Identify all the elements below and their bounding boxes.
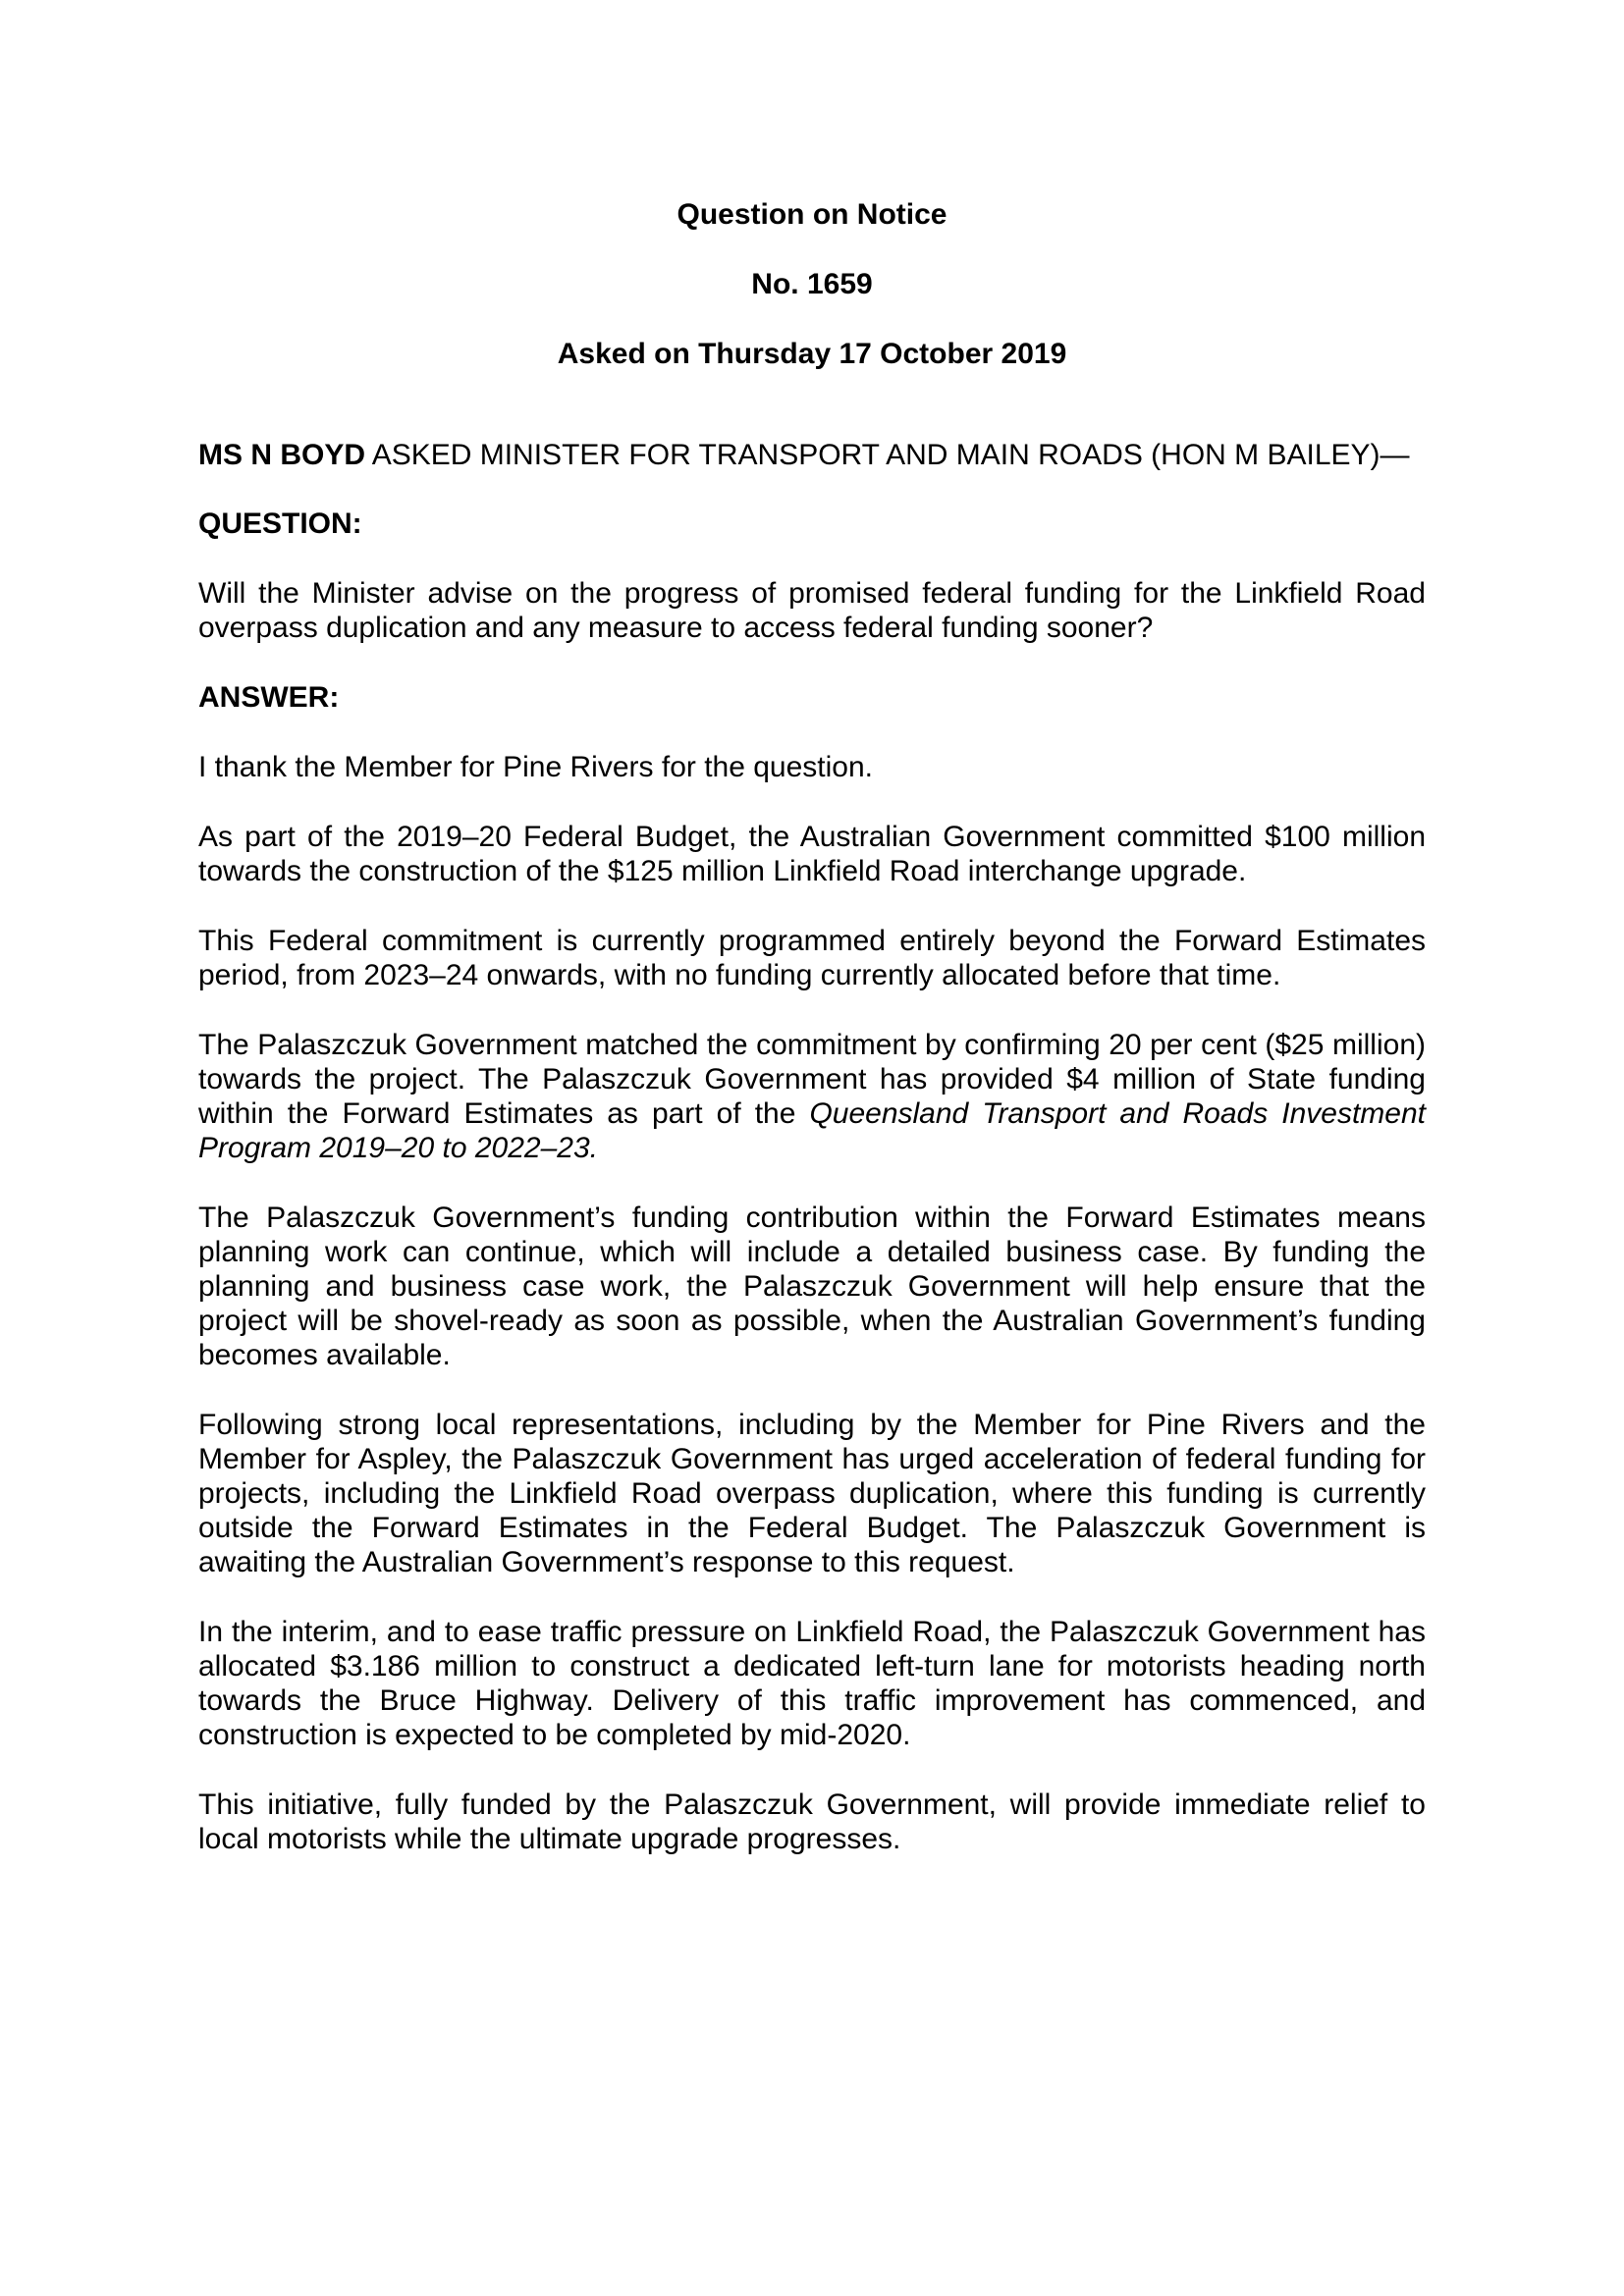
asked-date: Asked on Thursday 17 October 2019 <box>557 338 1067 370</box>
question-text: Will the Minister advise on the progress of promised federal funding for the Linkfield Road overpass duplication and any measure to access federal funding sooner? <box>198 577 1426 644</box>
answer-paragraph-7: In the interim, and to ease traffic pressure on Linkfield Road, the Palaszczuk Government has allocated $3.186 million to construct a dedicated left-turn lane for motorists heading north towards the Bruce Highway. Delivery of this traffic improvement has commenced, and construction is expected to be completed by mid-2020. <box>198 1616 1426 1751</box>
document-title: Question on Notice <box>677 198 947 231</box>
asker-name: MS N BOYD <box>198 439 366 471</box>
answer-paragraph-4 <box>198 1028 1426 1165</box>
answer-paragraph-4-text: The Palaszczuk Government matched the commitment by confirming 20 per cent ($25 million) towards the project. The Palaszczuk Government has provided $4 million of State funding within the Forward Estimates as part of the <box>198 1029 1426 1130</box>
answer-paragraph-3: This Federal commitment is currently programmed entirely beyond the Forward Estimates period, from 2023–24 onwards, with no funding currently allocated before that time. <box>198 925 1426 991</box>
answer-paragraph-5: The Palaszczuk Government’s funding contribution within the Forward Estimates means planning work can continue, which will include a detailed business case. By funding the planning and business case work, the Palaszczuk Government will help ensure that the project will be shovel-ready as soon as possible, when the Australian Government’s funding becomes available. <box>198 1201 1426 1371</box>
document-body <box>198 438 1426 1856</box>
question-intro <box>198 438 1426 472</box>
question-number: No. 1659 <box>751 268 873 300</box>
question-addressee: ASKED MINISTER FOR TRANSPORT AND MAIN ROADS (HON M BAILEY)— <box>365 439 1410 471</box>
answer-paragraph-4-end: . <box>589 1132 598 1164</box>
answer-label: ANSWER: <box>198 681 340 714</box>
program-title: Queensland Transport and Roads Investment Program 2019–20 to 2022–23 <box>198 1097 1426 1164</box>
answer-paragraph-8: This initiative, fully funded by the Palaszczuk Government, will provide immediate relief to local motorists while the ultimate upgrade progresses. <box>198 1789 1426 1855</box>
answer-paragraph-1: I thank the Member for Pine Rivers for the question. <box>198 751 873 783</box>
question-label: QUESTION: <box>198 507 362 540</box>
answer-paragraph-2: As part of the 2019–20 Federal Budget, the Australian Government committed $100 million towards the construction of the $125 million Linkfield Road interchange upgrade. <box>198 821 1426 887</box>
answer-paragraph-6: Following strong local representations, including by the Member for Pine Rivers and the Member for Aspley, the Palaszczuk Government has urged acceleration of federal funding for projects, including the Linkfield Road overpass duplication, where this funding is currently outside the Forward Estimates in the Federal Budget. The Palaszczuk Government is awaiting the Australian Government’s response to this request. <box>198 1409 1426 1578</box>
